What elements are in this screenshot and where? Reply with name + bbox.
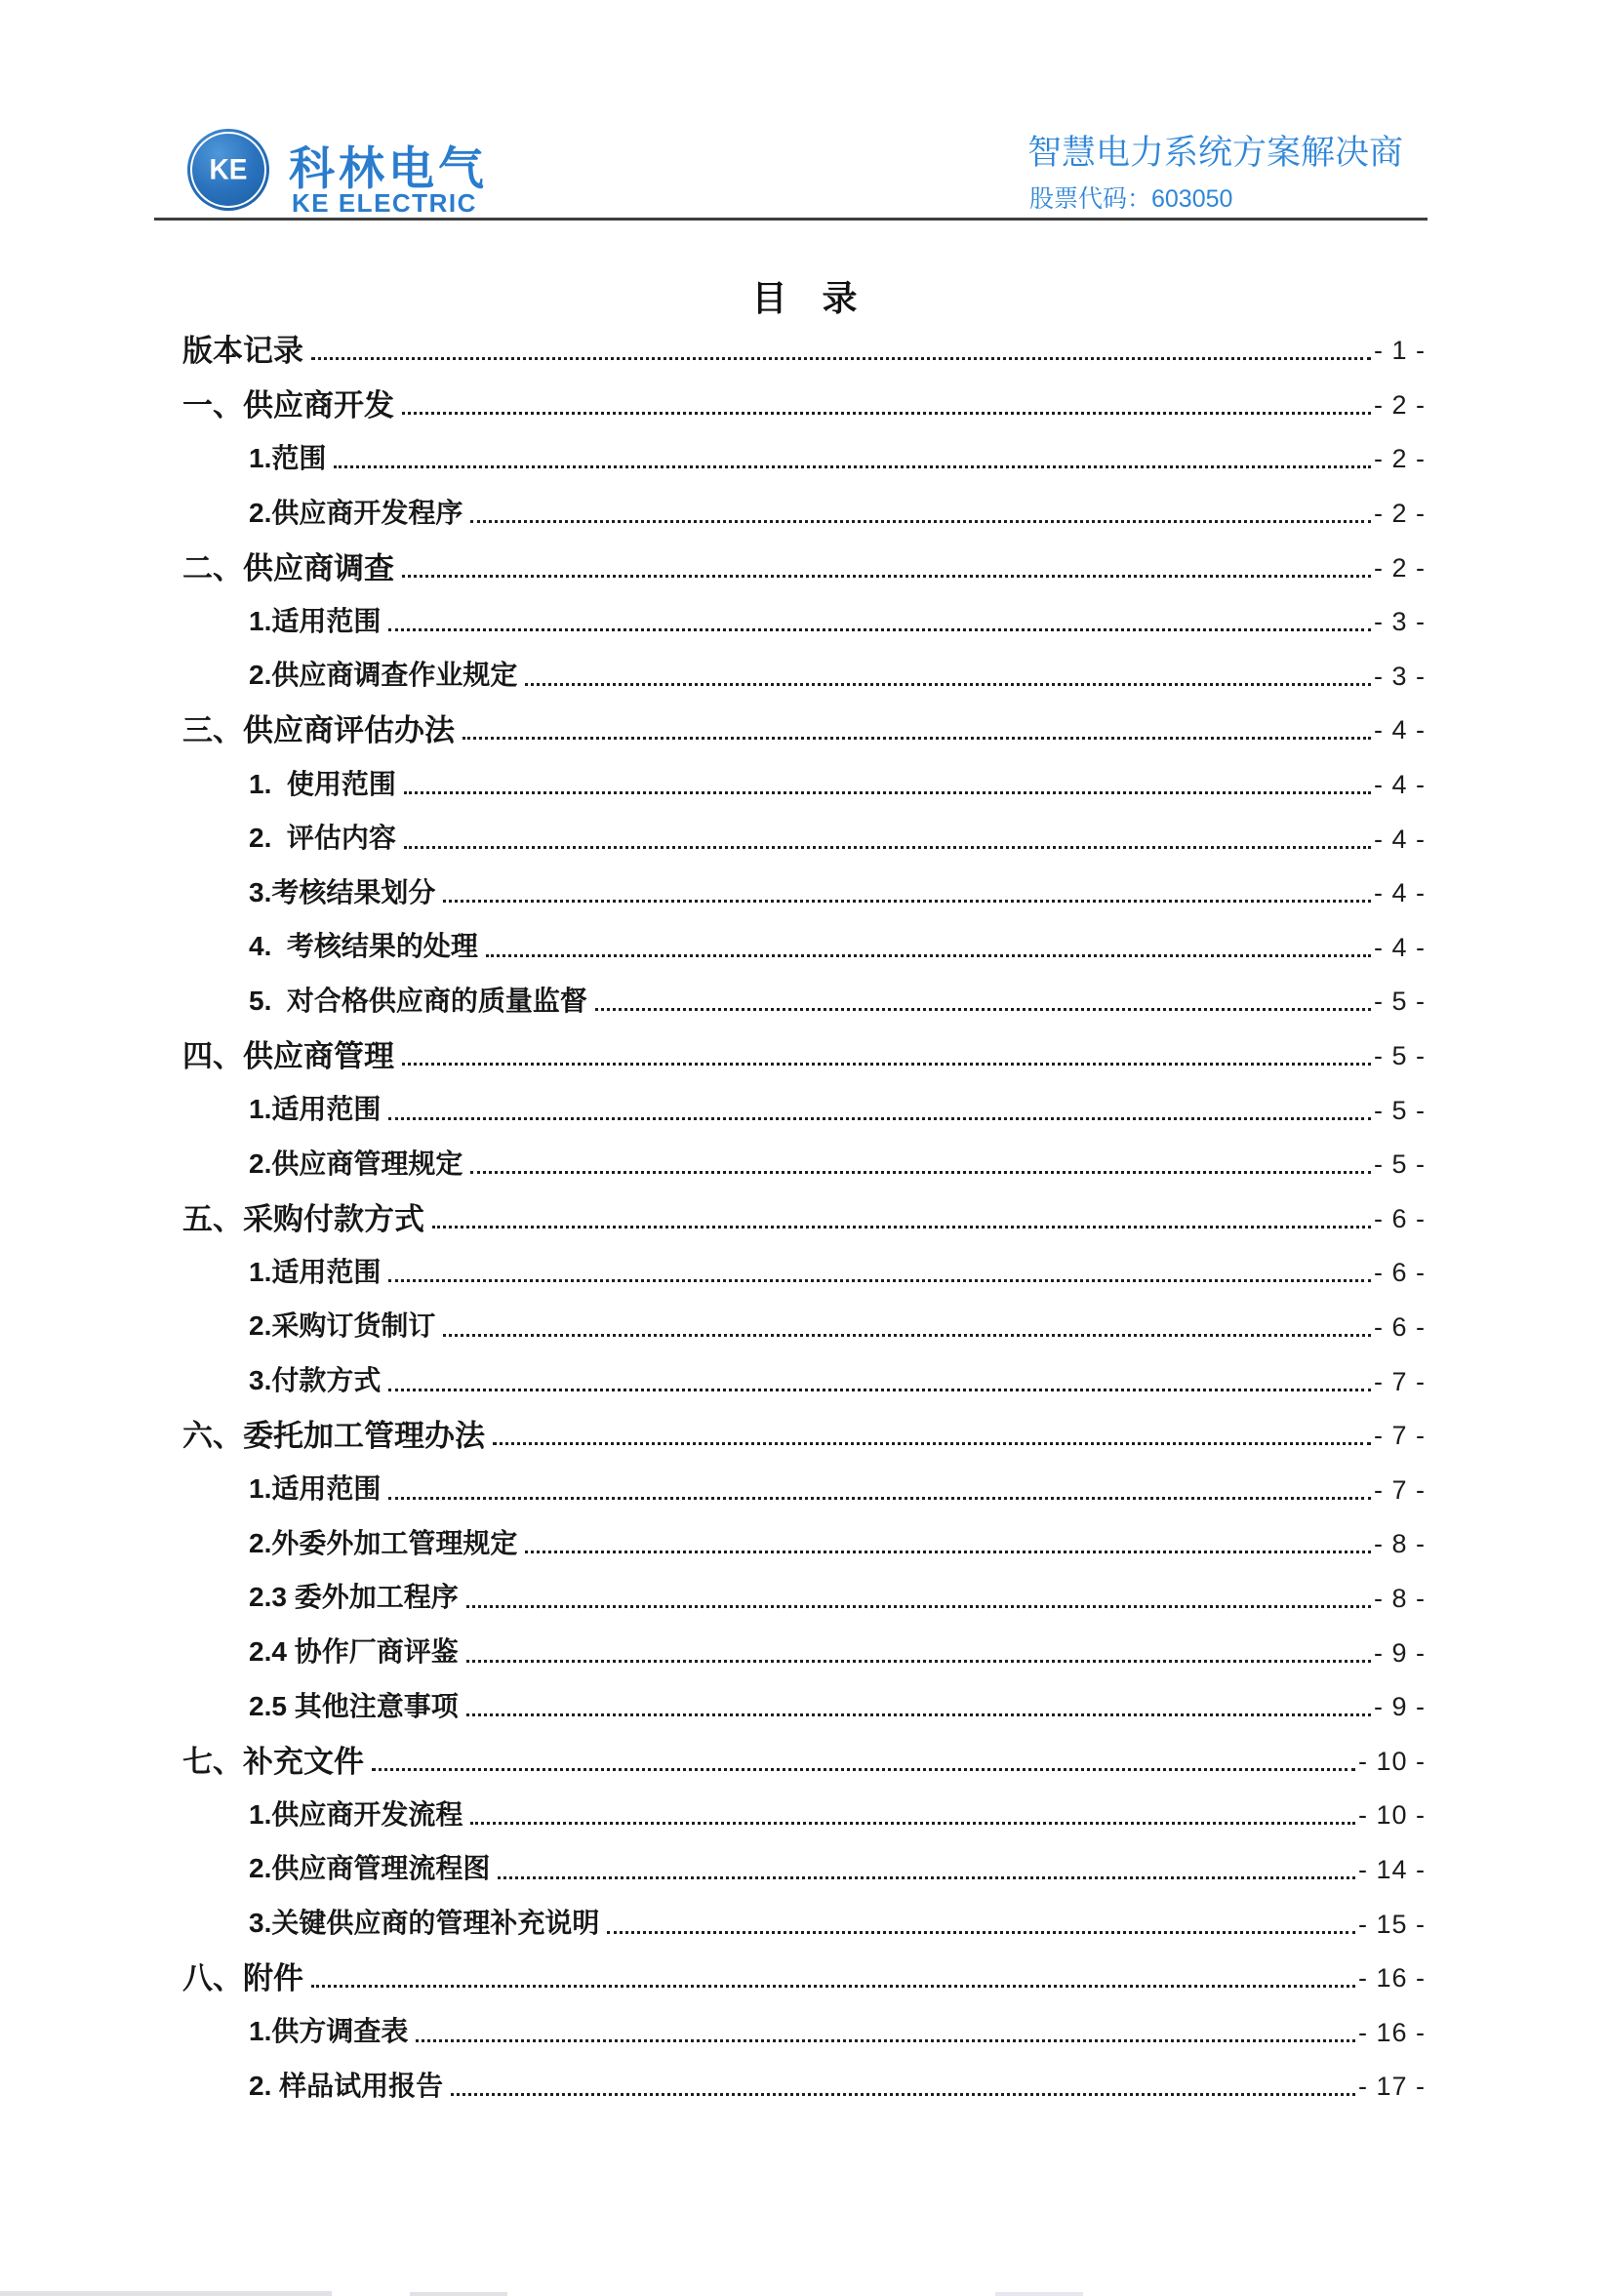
toc-entry-page: - 2 - bbox=[1373, 444, 1426, 474]
toc-entry-label: 三、供应商评估办法 bbox=[182, 713, 455, 748]
dot-leader bbox=[463, 737, 1371, 740]
toc-entry bbox=[182, 538, 1426, 592]
toc-entry bbox=[182, 1189, 1426, 1244]
dot-leader bbox=[466, 1660, 1371, 1663]
dot-leader bbox=[311, 357, 1371, 360]
dot-leader bbox=[334, 465, 1371, 468]
dot-leader bbox=[311, 1985, 1355, 1988]
dot-leader bbox=[443, 1334, 1371, 1337]
scan-artifact bbox=[0, 2291, 332, 2296]
toc-entry-label: 四、供应商管理 bbox=[182, 1039, 394, 1074]
dot-leader bbox=[525, 1551, 1371, 1553]
dot-leader bbox=[451, 2093, 1355, 2096]
toc-entry bbox=[182, 918, 1426, 973]
toc-entry-label: 版本记录 bbox=[182, 334, 303, 369]
dot-leader bbox=[404, 791, 1371, 794]
toc-entry-label: 4. 考核结果的处理 bbox=[249, 931, 478, 962]
toc-entry-page: - 7 - bbox=[1373, 1421, 1426, 1451]
dot-leader bbox=[402, 1063, 1371, 1066]
toc-entry-page: - 10 - bbox=[1357, 1800, 1426, 1831]
toc-entry-page: - 5 - bbox=[1373, 1041, 1426, 1071]
toc-entry-page: - 6 - bbox=[1373, 1203, 1426, 1233]
company-slogan: 智慧电力系统方案解决商 bbox=[1027, 134, 1404, 172]
dot-leader bbox=[466, 1713, 1371, 1716]
toc-entry-page: - 2 - bbox=[1373, 499, 1426, 529]
dot-leader bbox=[416, 2039, 1355, 2042]
toc-entry-label: 2.5 其他注意事项 bbox=[249, 1690, 459, 1721]
toc-entry-page: - 16 - bbox=[1357, 1963, 1426, 1994]
toc-entry-label: 一、供应商开发 bbox=[182, 387, 394, 423]
toc-entry bbox=[182, 972, 1426, 1027]
toc-entry-page: - 8 - bbox=[1373, 1529, 1426, 1559]
toc-entry-page: - 4 - bbox=[1373, 878, 1426, 908]
toc-entry bbox=[182, 1731, 1426, 1786]
toc-entry bbox=[182, 864, 1426, 918]
toc-entry bbox=[182, 592, 1426, 647]
toc-entry bbox=[182, 1840, 1426, 1895]
toc-entry bbox=[182, 2057, 1426, 2112]
dot-leader bbox=[402, 575, 1371, 578]
toc-entry-label: 1.适用范围 bbox=[249, 605, 382, 636]
dot-leader bbox=[470, 1822, 1355, 1825]
toc-entry-page: - 9 - bbox=[1373, 1692, 1426, 1722]
toc-entry-page: - 15 - bbox=[1357, 1909, 1426, 1939]
toc-entry bbox=[182, 1027, 1426, 1081]
scan-artifact bbox=[995, 2292, 1083, 2296]
toc-entry-page: - 6 - bbox=[1373, 1258, 1426, 1288]
toc-entry-label: 1.适用范围 bbox=[249, 1256, 382, 1287]
toc-entry bbox=[182, 1514, 1426, 1569]
toc-entry bbox=[182, 809, 1426, 864]
toc-entry-page: - 2 - bbox=[1373, 552, 1426, 583]
toc-entry-page: - 2 - bbox=[1373, 389, 1426, 420]
toc-entry-label: 1.供方调查表 bbox=[249, 2016, 409, 2047]
ke-logo-monogram: KE bbox=[209, 153, 248, 185]
toc-entry-label: 五、采购付款方式 bbox=[182, 1201, 424, 1236]
toc-entry-label: 2.3 委外加工程序 bbox=[249, 1582, 459, 1613]
company-name-chinese: 科林电气 bbox=[289, 142, 488, 194]
toc-entry-label: 2.采购订货制订 bbox=[249, 1310, 436, 1342]
page-title: 目 录 bbox=[751, 278, 858, 318]
toc-entry bbox=[182, 2002, 1426, 2057]
dot-leader bbox=[388, 1497, 1371, 1500]
toc-entry bbox=[182, 1243, 1426, 1298]
toc-entry bbox=[182, 755, 1426, 810]
toc-entry-label: 3.关键供应商的管理补充说明 bbox=[249, 1908, 600, 1939]
toc-entry-label: 2.供应商管理规定 bbox=[249, 1148, 463, 1179]
toc-entry-label: 1. 使用范围 bbox=[249, 768, 396, 799]
toc-entry-page: - 1 - bbox=[1373, 336, 1426, 366]
toc-entry-label: 5. 对合格供应商的质量监督 bbox=[249, 985, 587, 1016]
header-divider-line bbox=[154, 218, 1428, 221]
toc-entry bbox=[182, 376, 1426, 430]
toc-entry-page: - 4 - bbox=[1373, 932, 1426, 962]
dot-leader bbox=[470, 520, 1371, 523]
dot-leader bbox=[466, 1605, 1371, 1608]
toc-entry-page: - 8 - bbox=[1373, 1583, 1426, 1613]
toc-entry-label: 2.外委外加工管理规定 bbox=[249, 1527, 518, 1558]
toc-entry-page: - 5 - bbox=[1373, 987, 1426, 1017]
toc-entry bbox=[182, 321, 1426, 376]
toc-entry-label: 八、附件 bbox=[182, 1961, 303, 1996]
toc-entry-label: 2.供应商管理流程图 bbox=[249, 1853, 491, 1884]
toc-entry-page: - 10 - bbox=[1357, 1746, 1426, 1776]
dot-leader bbox=[388, 628, 1371, 631]
toc-entry bbox=[182, 647, 1426, 702]
dot-leader bbox=[486, 954, 1371, 957]
toc-entry bbox=[182, 1894, 1426, 1949]
dot-leader bbox=[493, 1442, 1371, 1445]
company-name-english: KE ELECTRIC bbox=[292, 188, 477, 218]
table-of-contents bbox=[182, 321, 1426, 2112]
toc-entry-label: 2.4 协作厂商评鉴 bbox=[249, 1636, 459, 1668]
toc-entry bbox=[182, 1135, 1426, 1189]
toc-entry-label: 二、供应商调查 bbox=[182, 550, 394, 585]
dot-leader bbox=[595, 1008, 1371, 1011]
toc-entry-page: - 5 - bbox=[1373, 1095, 1426, 1125]
toc-entry-page: - 5 - bbox=[1373, 1149, 1426, 1180]
toc-entry-label: 2. 样品试用报告 bbox=[249, 2070, 444, 2101]
toc-entry-page: - 17 - bbox=[1357, 2072, 1426, 2102]
toc-entry-page: - 14 - bbox=[1357, 1854, 1426, 1884]
toc-entry bbox=[182, 1569, 1426, 1624]
toc-entry-label: 3.考核结果划分 bbox=[249, 876, 436, 907]
toc-entry-label: 1.适用范围 bbox=[249, 1094, 382, 1125]
dot-leader bbox=[372, 1768, 1355, 1771]
toc-entry bbox=[182, 429, 1426, 484]
toc-entry-page: - 16 - bbox=[1357, 2017, 1426, 2047]
toc-entry bbox=[182, 701, 1426, 755]
dot-leader bbox=[388, 1117, 1371, 1120]
dot-leader bbox=[470, 1171, 1371, 1174]
toc-entry bbox=[182, 1460, 1426, 1514]
toc-entry-page: - 7 - bbox=[1373, 1474, 1426, 1505]
dot-leader bbox=[388, 1389, 1371, 1391]
toc-entry bbox=[182, 1351, 1426, 1406]
toc-entry bbox=[182, 484, 1426, 539]
dot-leader bbox=[404, 846, 1371, 849]
toc-entry-label: 3.付款方式 bbox=[249, 1365, 382, 1396]
toc-entry-page: - 4 - bbox=[1373, 715, 1426, 745]
toc-entry bbox=[182, 1786, 1426, 1840]
toc-entry-label: 1.范围 bbox=[249, 442, 327, 473]
toc-entry bbox=[182, 1298, 1426, 1352]
toc-entry-page: - 9 - bbox=[1373, 1637, 1426, 1668]
toc-entry-label: 2. 评估内容 bbox=[249, 823, 396, 854]
toc-entry bbox=[182, 1623, 1426, 1677]
dot-leader bbox=[498, 1876, 1355, 1879]
toc-entry-page: - 4 - bbox=[1373, 824, 1426, 854]
toc-entry bbox=[182, 1949, 1426, 2003]
toc-entry-label: 2.供应商开发程序 bbox=[249, 497, 463, 528]
scan-artifact bbox=[410, 2292, 507, 2296]
dot-leader bbox=[525, 683, 1371, 686]
company-logo bbox=[187, 129, 269, 211]
toc-entry-label: 七、补充文件 bbox=[182, 1744, 364, 1779]
toc-entry bbox=[182, 1677, 1426, 1732]
toc-entry-label: 1.供应商开发流程 bbox=[249, 1798, 463, 1830]
toc-entry-page: - 7 - bbox=[1373, 1366, 1426, 1396]
dot-leader bbox=[432, 1226, 1371, 1229]
dot-leader bbox=[607, 1931, 1355, 1934]
toc-entry-page: - 3 - bbox=[1373, 607, 1426, 637]
toc-entry-page: - 4 - bbox=[1373, 770, 1426, 800]
toc-entry-label: 2.供应商调查作业规定 bbox=[249, 660, 518, 691]
toc-entry-page: - 6 - bbox=[1373, 1311, 1426, 1342]
toc-entry bbox=[182, 1080, 1426, 1135]
toc-entry-label: 六、委托加工管理办法 bbox=[182, 1419, 485, 1454]
dot-leader bbox=[388, 1279, 1371, 1282]
dot-leader bbox=[402, 412, 1371, 415]
dot-leader bbox=[443, 900, 1371, 903]
toc-entry-page: - 3 - bbox=[1373, 661, 1426, 691]
toc-entry-label: 1.适用范围 bbox=[249, 1473, 382, 1505]
stock-code: 股票代码：603050 bbox=[1029, 185, 1233, 213]
toc-entry bbox=[182, 1406, 1426, 1461]
